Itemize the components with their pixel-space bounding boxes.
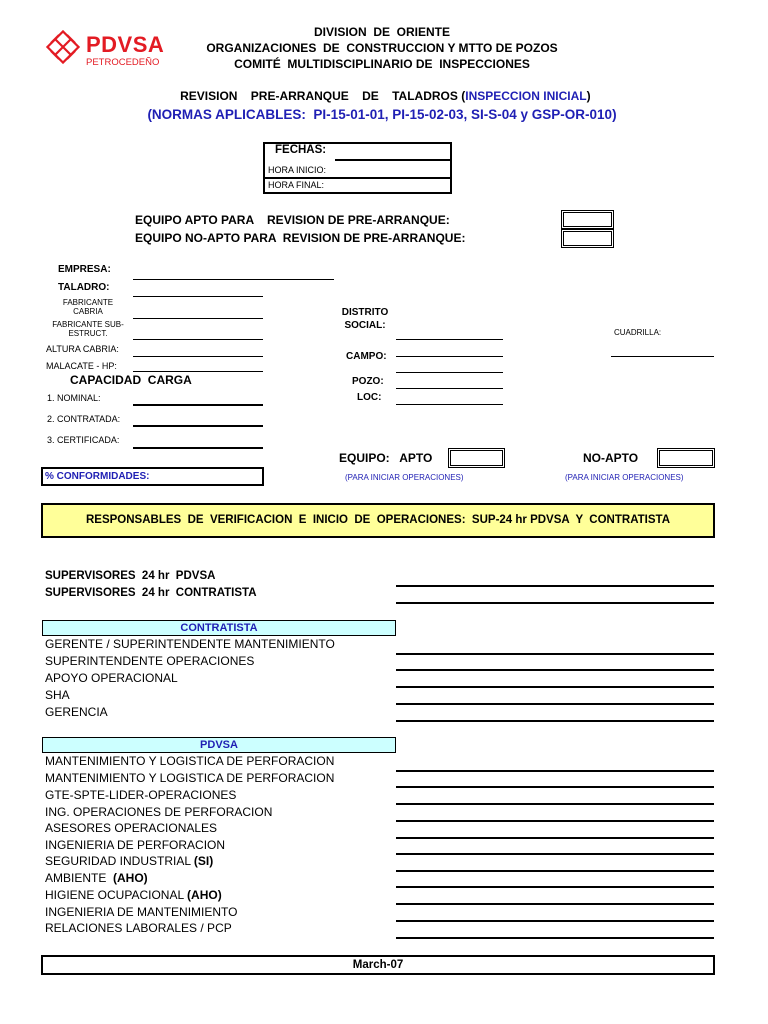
contratista-item-sha: SHA	[45, 688, 70, 702]
equipo-apto-final-checkbox[interactable]	[448, 448, 505, 468]
distrito-social-line[interactable]	[396, 339, 503, 340]
pdvsa-header: PDVSA	[42, 737, 396, 753]
contratada-label: 2. CONTRATADA:	[47, 414, 121, 424]
loc-line[interactable]	[396, 404, 503, 405]
nominal-label: 1. NOMINAL:	[47, 393, 101, 403]
fab-cabria-line[interactable]	[133, 318, 263, 319]
header-revision-close: )	[586, 89, 591, 103]
campo-label: CAMPO:	[346, 351, 387, 362]
taladro-label: TALADRO:	[58, 282, 110, 293]
hora-final-label: HORA FINAL:	[268, 180, 325, 190]
no-apto-final-label: NO-APTO	[583, 451, 639, 465]
cuadrilla-label: CUADRILLA:	[614, 328, 662, 337]
supervisores-contratista-label: SUPERVISORES 24 hr CONTRATISTA	[45, 587, 257, 599]
para-iniciar-apto: (PARA INICIAR OPERACIONES)	[345, 473, 464, 482]
responsables-banner	[41, 503, 715, 538]
certificada-line[interactable]	[133, 447, 263, 449]
hora-inicio-label: HORA INICIO:	[268, 165, 327, 175]
empresa-label: EMPRESA:	[58, 264, 111, 275]
normas-aplicables: (NORMAS APLICABLES: PI-15-01-01, PI-15-02-03, SI-S-04 y GSP-OR-010)	[147, 107, 617, 122]
pdvsa-item-ambiente	[45, 871, 148, 885]
equipo-apto-checkbox[interactable]	[561, 210, 614, 229]
header-inspeccion-inicial: INSPECCION INICIAL	[465, 89, 587, 103]
conformidades-label: % CONFORMIDADES:	[45, 471, 150, 482]
header-revision-main: REVISION PRE-ARRANQUE DE TALADROS (	[180, 89, 466, 103]
pdvsa-item-ingenieria-mantenimiento: INGENIERIA DE MANTENIMIENTO	[45, 905, 238, 919]
pdvsa-sign-line-2[interactable]	[396, 786, 714, 788]
contratista-sign-line-3[interactable]	[396, 686, 714, 688]
capacidad-carga-label: CAPACIDAD CARGA	[70, 373, 192, 387]
pdvsa-sign-line-8[interactable]	[396, 886, 714, 888]
pdvsa-item-asesores: ASESORES OPERACIONALES	[45, 821, 218, 835]
equipo-no-apto-label: EQUIPO NO-APTO PARA REVISION DE PRE-ARRANQUE:	[135, 231, 466, 245]
fab-cabria-label: FABRICANTE CABRIA	[62, 298, 114, 316]
pozo-label: POZO:	[352, 376, 384, 387]
altura-label: ALTURA CABRIA:	[46, 344, 119, 354]
footer-date: March-07	[352, 959, 404, 971]
pdvsa-item-seguridad-text: SEGURIDAD INDUSTRIAL	[45, 854, 191, 868]
certificada-label: 3. CERTIFICADA:	[47, 435, 120, 445]
conformidades-box[interactable]	[41, 467, 264, 486]
header-organizaciones: ORGANIZACIONES DE CONSTRUCCION Y MTTO DE POZOS	[206, 41, 558, 55]
pdvsa-item-relaciones: RELACIONES LABORALES / PCP	[45, 921, 232, 935]
campo-line[interactable]	[396, 356, 503, 357]
fechas-line[interactable]	[335, 159, 450, 161]
pdvsa-sign-line-7[interactable]	[396, 870, 714, 872]
pdvsa-item-seguridad	[45, 854, 213, 868]
altura-line[interactable]	[133, 356, 263, 357]
hora-inicio-line[interactable]	[265, 177, 450, 179]
contratista-item-apoyo: APOYO OPERACIONAL	[45, 671, 178, 685]
pdvsa-sign-line-10[interactable]	[396, 920, 714, 922]
cuadrilla-line[interactable]	[611, 356, 714, 357]
taladro-line[interactable]	[133, 296, 263, 297]
equipo-no-apto-checkbox[interactable]	[561, 229, 614, 248]
pdvsa-item-higiene	[45, 888, 222, 902]
contratista-sign-line-5[interactable]	[396, 720, 714, 722]
pdvsa-sign-line-6[interactable]	[396, 853, 714, 855]
logo-sub: PETROCEDEÑO	[86, 57, 160, 68]
fechas-box	[263, 142, 452, 194]
pdvsa-sign-line-11[interactable]	[396, 937, 714, 939]
contratada-line[interactable]	[133, 425, 263, 427]
pdvsa-item-ambiente-tag: (AHO)	[113, 871, 148, 885]
no-apto-final-checkbox[interactable]	[657, 448, 715, 468]
malacate-label: MALACATE - HP:	[46, 361, 117, 371]
nominal-line[interactable]	[133, 404, 263, 406]
supervisores-pdvsa-line[interactable]	[396, 585, 714, 587]
contratista-sign-line-2[interactable]	[396, 669, 714, 671]
distrito-social-label: DISTRITO SOCIAL:	[341, 307, 389, 331]
responsables-text: RESPONSABLES DE VERIFICACION E INICIO DE OPERACIONES: SUP-24 hr PDVSA Y CONTRATISTA	[85, 514, 671, 526]
fechas-label: FECHAS:	[275, 144, 327, 156]
pdvsa-item-ambiente-text: AMBIENTE	[45, 871, 107, 885]
contratista-sign-line-1[interactable]	[396, 653, 714, 655]
pdvsa-item-mantenimiento-1: MANTENIMIENTO Y LOGISTICA DE PERFORACION	[45, 754, 335, 768]
empresa-line[interactable]	[133, 279, 334, 280]
pozo-line[interactable]	[396, 372, 503, 373]
header-comite: COMITÉ MULTIDISCIPLINARIO DE INSPECCIONES	[234, 57, 530, 71]
malacate-line[interactable]	[133, 371, 263, 372]
pozo-line-2[interactable]	[396, 388, 503, 389]
supervisores-contratista-line[interactable]	[396, 602, 714, 604]
fab-sub-line[interactable]	[133, 339, 263, 340]
pdvsa-logo-icon	[46, 30, 80, 64]
equipo-apto-label: EQUIPO APTO PARA REVISION DE PRE-ARRANQUE:	[135, 213, 450, 227]
fab-sub-label: FABRICANTE SUB-ESTRUCT.	[52, 320, 124, 338]
contratista-sign-line-4[interactable]	[396, 703, 714, 705]
contratista-item-gerencia: GERENCIA	[45, 705, 108, 719]
pdvsa-item-ing-operaciones: ING. OPERACIONES DE PERFORACION	[45, 805, 273, 819]
para-iniciar-no-apto: (PARA INICIAR OPERACIONES)	[565, 473, 684, 482]
equipo-apto-final-label: EQUIPO: APTO	[339, 451, 433, 465]
contratista-item-superintendente: SUPERINTENDENTE OPERACIONES	[45, 654, 255, 668]
pdvsa-sign-line-1[interactable]	[396, 770, 714, 772]
pdvsa-item-gte-spte: GTE-SPTE-LIDER-OPERACIONES	[45, 788, 237, 802]
header-revision	[150, 75, 614, 103]
contratista-header: CONTRATISTA	[42, 620, 396, 636]
logo-brand: PDVSA	[86, 32, 165, 57]
pdvsa-item-ingenieria-perforacion: INGENIERIA DE PERFORACION	[45, 838, 226, 852]
pdvsa-item-mantenimiento-2: MANTENIMIENTO Y LOGISTICA DE PERFORACION	[45, 771, 335, 785]
pdvsa-sign-line-9[interactable]	[396, 903, 714, 905]
header-division: DIVISION DE ORIENTE	[313, 25, 451, 39]
footer-date-box	[41, 955, 715, 975]
pdvsa-item-higiene-text: HIGIENE OCUPACIONAL	[45, 888, 184, 902]
pdvsa-sign-line-3[interactable]	[396, 803, 714, 805]
loc-label: LOC:	[357, 392, 382, 403]
contratista-item-gerente: GERENTE / SUPERINTENDENTE MANTENIMIENTO	[45, 637, 335, 651]
pdvsa-item-higiene-tag: (AHO)	[187, 888, 222, 902]
supervisores-pdvsa-label: SUPERVISORES 24 hr PDVSA	[45, 570, 216, 582]
pdvsa-sign-line-5[interactable]	[396, 837, 714, 839]
pdvsa-sign-line-4[interactable]	[396, 820, 714, 822]
pdvsa-item-seguridad-tag: (SI)	[193, 854, 214, 868]
